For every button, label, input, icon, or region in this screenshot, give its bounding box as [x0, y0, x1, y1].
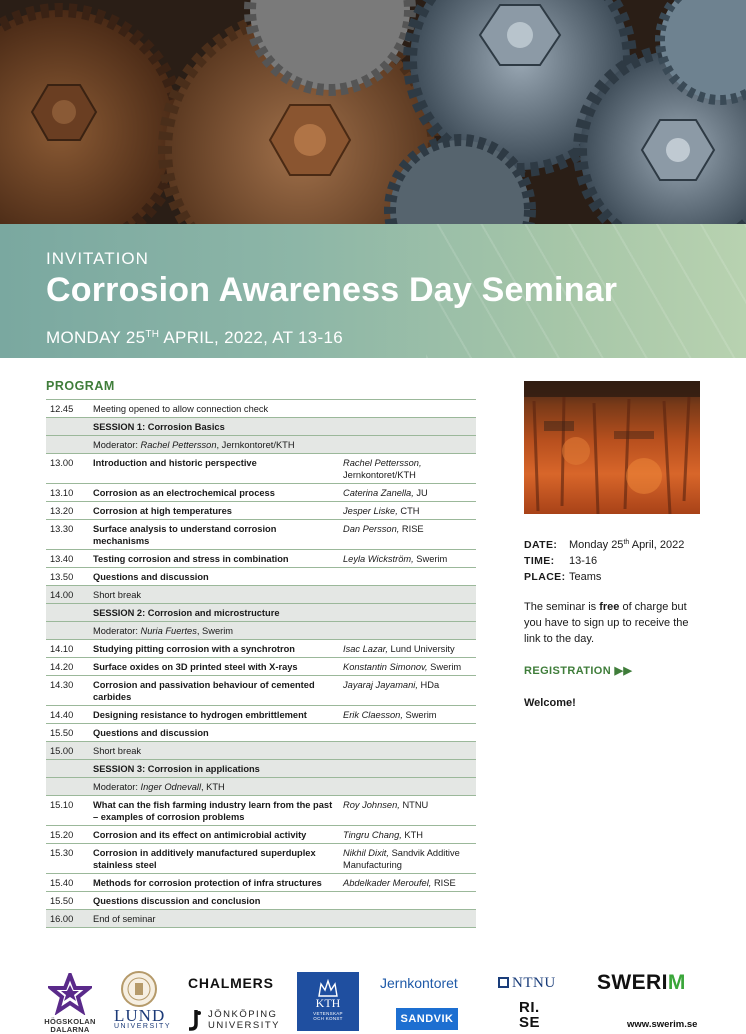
rise-line1: RI. [519, 999, 540, 1016]
jonkoping-university-logo [208, 1009, 280, 1031]
program-row [46, 706, 476, 724]
free-of-charge-note [524, 599, 704, 647]
kth-logo [297, 972, 359, 1031]
program-description: Testing corrosion and stress in combination [93, 554, 289, 564]
program-description: Studying pitting corrosion with a synchrotron [93, 644, 295, 654]
program-row [46, 874, 476, 892]
lund-name: LUND [114, 1006, 166, 1025]
time-value: 13-16 [569, 555, 598, 567]
program-speaker [343, 829, 476, 841]
program-time: 15.20 [50, 830, 74, 840]
program-time: 15.00 [50, 746, 74, 756]
program-time: 14.30 [50, 680, 74, 690]
moderator-text: Moderator: [93, 782, 141, 792]
date-label: DATE: [524, 539, 558, 551]
ntnu-logo [498, 975, 556, 992]
program-speaker [343, 553, 476, 565]
welcome-text: Welcome! [524, 697, 576, 709]
free-note-post: of charge but you have to sign up to receive the link to the day. [524, 601, 689, 645]
speaker-name: Jesper Liske, [343, 506, 398, 516]
speaker-name: Leyla Wickström, [343, 554, 414, 564]
hogskolan-dalarna-name [44, 1018, 96, 1034]
rise-logo [519, 1000, 540, 1030]
program-time [46, 607, 93, 619]
program-time: 14.00 [50, 590, 74, 600]
program-time: 14.20 [50, 662, 74, 672]
hd-line1: HÖGSKOLAN [44, 1017, 96, 1026]
ntnu-name: NTNU [512, 975, 556, 991]
program-description: SESSION 3: Corrosion in applications [93, 764, 260, 774]
hd-line2: DALARNA [50, 1025, 90, 1034]
program-description: Methods for corrosion protection of infra structures [93, 878, 322, 888]
speaker-affiliation: Swerim [402, 710, 437, 720]
moderator-text: , Jernkontoret/KTH [216, 440, 295, 450]
star-icon [48, 973, 92, 1015]
date-line-sup: TH [145, 329, 160, 340]
rise-line2: SE [519, 1014, 541, 1031]
program-time: 14.40 [50, 710, 74, 720]
time-label: TIME: [524, 555, 555, 567]
program-row [46, 658, 476, 676]
program-moderator [93, 439, 473, 451]
title-banner [0, 224, 746, 358]
moderator-text: Moderator: [93, 626, 141, 636]
speaker-affiliation: CTH [397, 506, 420, 516]
jernkontoret-logo: Jernkontoret [380, 975, 458, 991]
program-description: Questions discussion and conclusion [93, 896, 261, 906]
program-row [46, 892, 476, 910]
program-row [46, 844, 476, 874]
program-time: 12.45 [50, 404, 74, 414]
seal-icon [120, 970, 158, 1008]
program-speaker [343, 709, 476, 721]
program-description: SESSION 1: Corrosion Basics [93, 422, 225, 432]
speaker-affiliation: RISE [431, 878, 456, 888]
speaker-name: Caterina Zanella, [343, 488, 414, 498]
place-label: PLACE: [524, 571, 566, 583]
program-description: Surface analysis to understand corrosion mechanisms [93, 524, 277, 546]
program-row [46, 760, 476, 778]
hero-image-gears [0, 0, 746, 224]
speaker-affiliation: HDa [417, 680, 440, 690]
event-details [524, 535, 684, 585]
program-time [46, 781, 93, 793]
program-speaker [343, 847, 476, 871]
program-speaker [343, 505, 476, 517]
gears-illustration [0, 0, 746, 224]
program-row [46, 436, 476, 454]
program-row [46, 676, 476, 706]
program-heading: PROGRAM [46, 379, 115, 393]
program-time: 14.10 [50, 644, 74, 654]
program-time [46, 763, 93, 775]
moderator-name: Nuria Fuertes [140, 626, 197, 636]
swerim-m: M [667, 971, 686, 994]
program-row [46, 502, 476, 520]
program-time: 13.30 [50, 524, 74, 534]
speaker-name: Roy Johnsen, [343, 800, 400, 810]
program-description: Designing resistance to hydrogen embrittlement [93, 710, 307, 720]
program-time: 13.50 [50, 572, 74, 582]
moderator-name: Rachel Pettersson [140, 440, 217, 450]
program-row [46, 484, 476, 502]
lund-sub: UNIVERSITY [114, 1023, 172, 1030]
jonk-line2: UNIVERSITY [208, 1020, 281, 1031]
program-row [46, 454, 476, 484]
registration-link[interactable]: REGISTRATION ▶▶ [524, 665, 633, 677]
chalmers-logo: CHALMERS [188, 975, 274, 991]
program-row [46, 400, 476, 418]
hogskolan-dalarna-logo [48, 973, 92, 1020]
page-title: Corrosion Awareness Day Seminar [46, 271, 618, 309]
program-time: 15.10 [50, 800, 74, 810]
ntnu-square-icon [498, 977, 509, 988]
program-time: 13.10 [50, 488, 74, 498]
free-note-bold: free [599, 601, 620, 613]
program-time [46, 421, 93, 433]
place-value: Teams [569, 571, 602, 583]
program-speaker [343, 877, 476, 889]
date-value [569, 539, 684, 551]
program-time: 15.50 [50, 728, 74, 738]
date-line-rest: APRIL, 2022, AT 13-16 [159, 328, 343, 347]
program-row [46, 568, 476, 586]
kth-name: KTH [315, 996, 341, 1010]
invitation-label: INVITATION [46, 249, 149, 268]
program-description: Questions and discussion [93, 728, 209, 738]
kth-motto-1: VETENSKAP [313, 1011, 343, 1016]
moderator-text: , KTH [201, 782, 225, 792]
moderator-text: Moderator: [93, 440, 141, 450]
date-line-main: MONDAY 25 [46, 328, 146, 347]
jonk-line1: JÖNKÖPING [208, 1009, 278, 1020]
program-time: 15.40 [50, 878, 74, 888]
program-description: Short break [93, 746, 142, 756]
program-table [46, 399, 476, 928]
speaker-affiliation: JU [413, 488, 428, 498]
moderator-name: Inger Odnevall [140, 782, 202, 792]
program-row [46, 724, 476, 742]
speaker-affiliation: Swerim [413, 554, 448, 564]
program-description: Corrosion and its effect on antimicrobial activity [93, 830, 307, 840]
program-row [46, 742, 476, 760]
swerim-logo [597, 971, 686, 995]
program-description: Questions and discussion [93, 572, 209, 582]
program-row [46, 604, 476, 622]
program-row [46, 778, 476, 796]
program-description: Introduction and historic perspective [93, 458, 257, 468]
program-description: Corrosion in additively manufactured superduplex stainless steel [93, 848, 316, 870]
speaker-affiliation: KTH [401, 830, 424, 840]
program-time: 15.30 [50, 848, 74, 858]
speaker-name: Tingru Chang, [343, 830, 402, 840]
program-row [46, 520, 476, 550]
program-description: Surface oxides on 3D printed steel with X-rays [93, 662, 298, 672]
program-description: Corrosion and passivation behaviour of cemented carbides [93, 680, 315, 702]
program-row [46, 586, 476, 604]
speaker-name: Erik Claesson, [343, 710, 403, 720]
program-description: Corrosion as an electrochemical process [93, 488, 275, 498]
kth-motto [297, 1011, 359, 1021]
rust-photo [524, 381, 700, 514]
program-moderator [93, 625, 473, 637]
jonkoping-mark-icon [187, 1009, 203, 1034]
program-description: End of seminar [93, 914, 156, 924]
program-description: SESSION 2: Corrosion and microstructure [93, 608, 280, 618]
speaker-name: Dan Persson, [343, 524, 400, 534]
program-speaker [343, 487, 476, 499]
date-value-sup: th [623, 539, 630, 546]
program-time: 13.20 [50, 506, 74, 516]
speaker-affiliation: Jernkontoret/KTH [343, 470, 416, 480]
event-date-line [46, 328, 343, 348]
date-value-rest: April, 2022 [629, 539, 685, 551]
program-time [46, 625, 93, 637]
program-description: Short break [93, 590, 142, 600]
program-description: Meeting opened to allow connection check [93, 404, 269, 414]
speaker-affiliation: RISE [399, 524, 424, 534]
speaker-affiliation: NTNU [399, 800, 429, 810]
program-row [46, 640, 476, 658]
speaker-name: Nikhil Dixit, [343, 848, 389, 858]
program-time: 15.50 [50, 896, 74, 906]
swerim-url[interactable]: www.swerim.se [627, 1019, 698, 1030]
speaker-name: Isac Lazar, [343, 644, 388, 654]
sandvik-logo: SANDVIK [396, 1008, 458, 1030]
date-value-main: Monday 25 [569, 539, 624, 551]
program-speaker [343, 523, 476, 547]
program-moderator [93, 781, 473, 793]
program-time: 13.00 [50, 458, 74, 468]
kth-motto-2: OCH KONST [313, 1016, 343, 1021]
program-row [46, 910, 476, 928]
program-row [46, 550, 476, 568]
speaker-name: Rachel Pettersson, [343, 458, 422, 468]
program-speaker [343, 457, 476, 481]
program-speaker [343, 643, 476, 655]
moderator-text: , Swerim [196, 626, 234, 636]
speaker-affiliation: Sandvik Additive Manufacturing [343, 848, 460, 870]
speaker-name: Konstantin Simonov, [343, 662, 428, 672]
program-time [46, 439, 93, 451]
speaker-affiliation: Swerim [427, 662, 462, 672]
program-speaker [343, 799, 476, 823]
program-speaker [343, 661, 476, 673]
program-description: Corrosion at high temperatures [93, 506, 232, 516]
program-row [46, 796, 476, 826]
program-row [46, 418, 476, 436]
speaker-affiliation: Lund University [387, 644, 455, 654]
program-time: 13.40 [50, 554, 74, 564]
free-note-pre: The seminar is [524, 601, 600, 613]
program-row [46, 622, 476, 640]
program-description: What can the fish farming industry learn from the past – examples of corrosion problems [93, 800, 333, 822]
program-row [46, 826, 476, 844]
speaker-name: Jayaraj Jayamani, [343, 680, 418, 690]
program-time: 16.00 [50, 914, 74, 924]
swerim-name: SWERI [597, 971, 668, 994]
program-speaker [343, 679, 476, 703]
speaker-name: Abdelkader Meroufel, [343, 878, 432, 888]
